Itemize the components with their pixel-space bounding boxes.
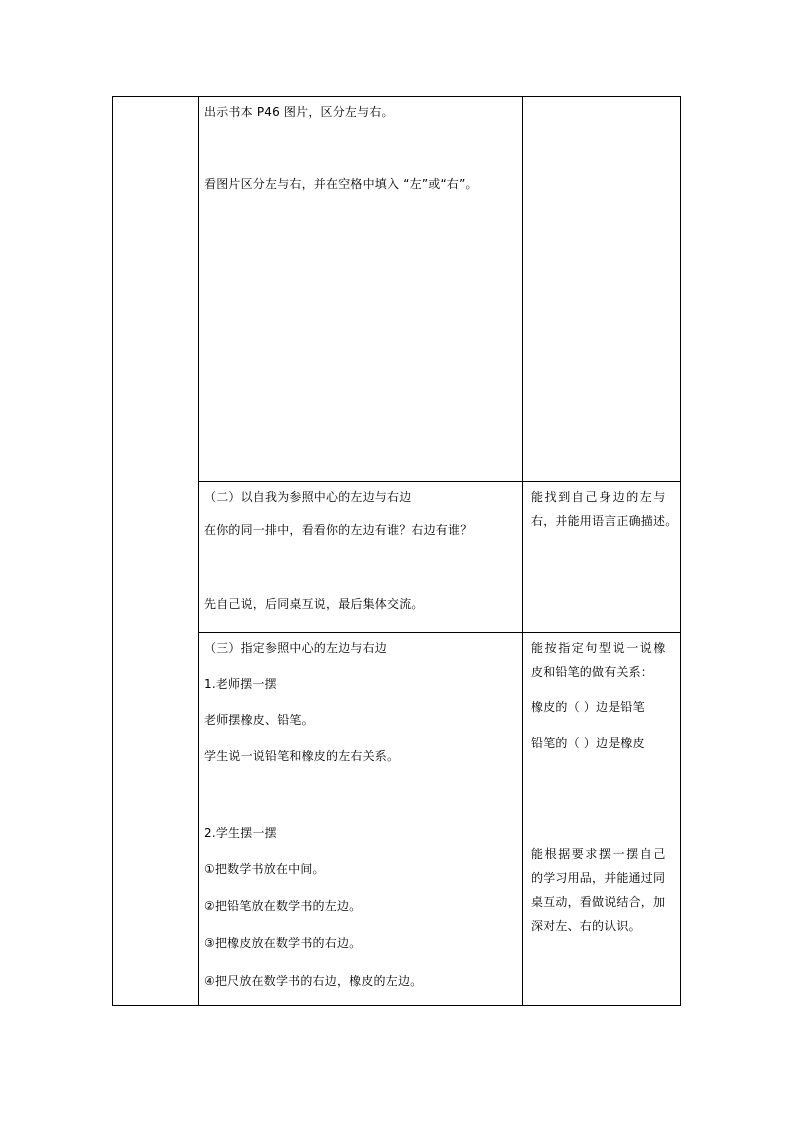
row2-goal-cell: [523, 482, 680, 632]
row2-line-2: 在你的同一排中，看看你的左边有谁？右边有谁？: [204, 523, 473, 537]
row3-line-8: ③把橡皮放在数学书的右边。: [204, 936, 362, 950]
row1-goal-cell: [523, 97, 680, 481]
lesson-plan-table: [112, 96, 681, 1006]
row3-goal-line-8: 深对左、右的认识。: [531, 919, 641, 933]
row3-heading: （三）指定参照中心的左边与右边: [204, 641, 388, 655]
row3-goal-cell: [523, 633, 680, 1005]
row3-line-2: 1.老师摆一摆: [204, 677, 277, 691]
empty-left-column-cell: [113, 97, 198, 1005]
row1-activity-cell: [199, 97, 522, 481]
row2-activity-cell: [199, 482, 522, 632]
row3-line-6: ①把数学书放在中间。: [204, 862, 325, 876]
row1-line-2: 看图片区分左与右，并在空格中填入 “左”或“右”。: [204, 177, 478, 191]
row3-line-7: ②把铅笔放在数学书的左边。: [204, 899, 362, 913]
row3-goal-line-3: 橡皮的（ ）边是铅笔: [531, 700, 645, 714]
row3-goal-line-2: 皮和铅笔的做有关系：: [531, 665, 654, 679]
row2-goal-line-1: 能找到自己身边的左与: [531, 490, 668, 504]
row1-line-1: 出示书本 P46 图片，区分左与右。: [204, 105, 394, 119]
row3-activity-cell: [199, 633, 522, 1005]
row2-line-3: 先自己说，后同桌互说，最后集体交流。: [204, 597, 424, 611]
row3-goal-line-7: 桌互动，看做说结合，加: [531, 895, 666, 909]
row3-line-9: ④把尺放在数学书的右边，橡皮的左边。: [204, 974, 423, 988]
row3-goal-line-5: 能根据要求摆一摆自己: [531, 847, 668, 861]
row2-goal-line-2: 右，并能用语言正确描述。: [531, 514, 678, 528]
row3-line-4: 学生说一说铅笔和橡皮的左右关系。: [204, 749, 400, 763]
row3-line-3: 老师摆橡皮、铅笔。: [204, 713, 314, 727]
row2-heading: （二）以自我为参照中心的左边与右边: [204, 490, 412, 504]
row3-goal-line-4: 铅笔的（ ）边是橡皮: [531, 736, 645, 750]
row3-line-5: 2.学生摆一摆: [204, 826, 277, 840]
row3-goal-line-6: 的学习用品，并能通过同: [531, 871, 666, 885]
row3-goal-line-1: 能按指定句型说一说橡: [531, 641, 668, 655]
